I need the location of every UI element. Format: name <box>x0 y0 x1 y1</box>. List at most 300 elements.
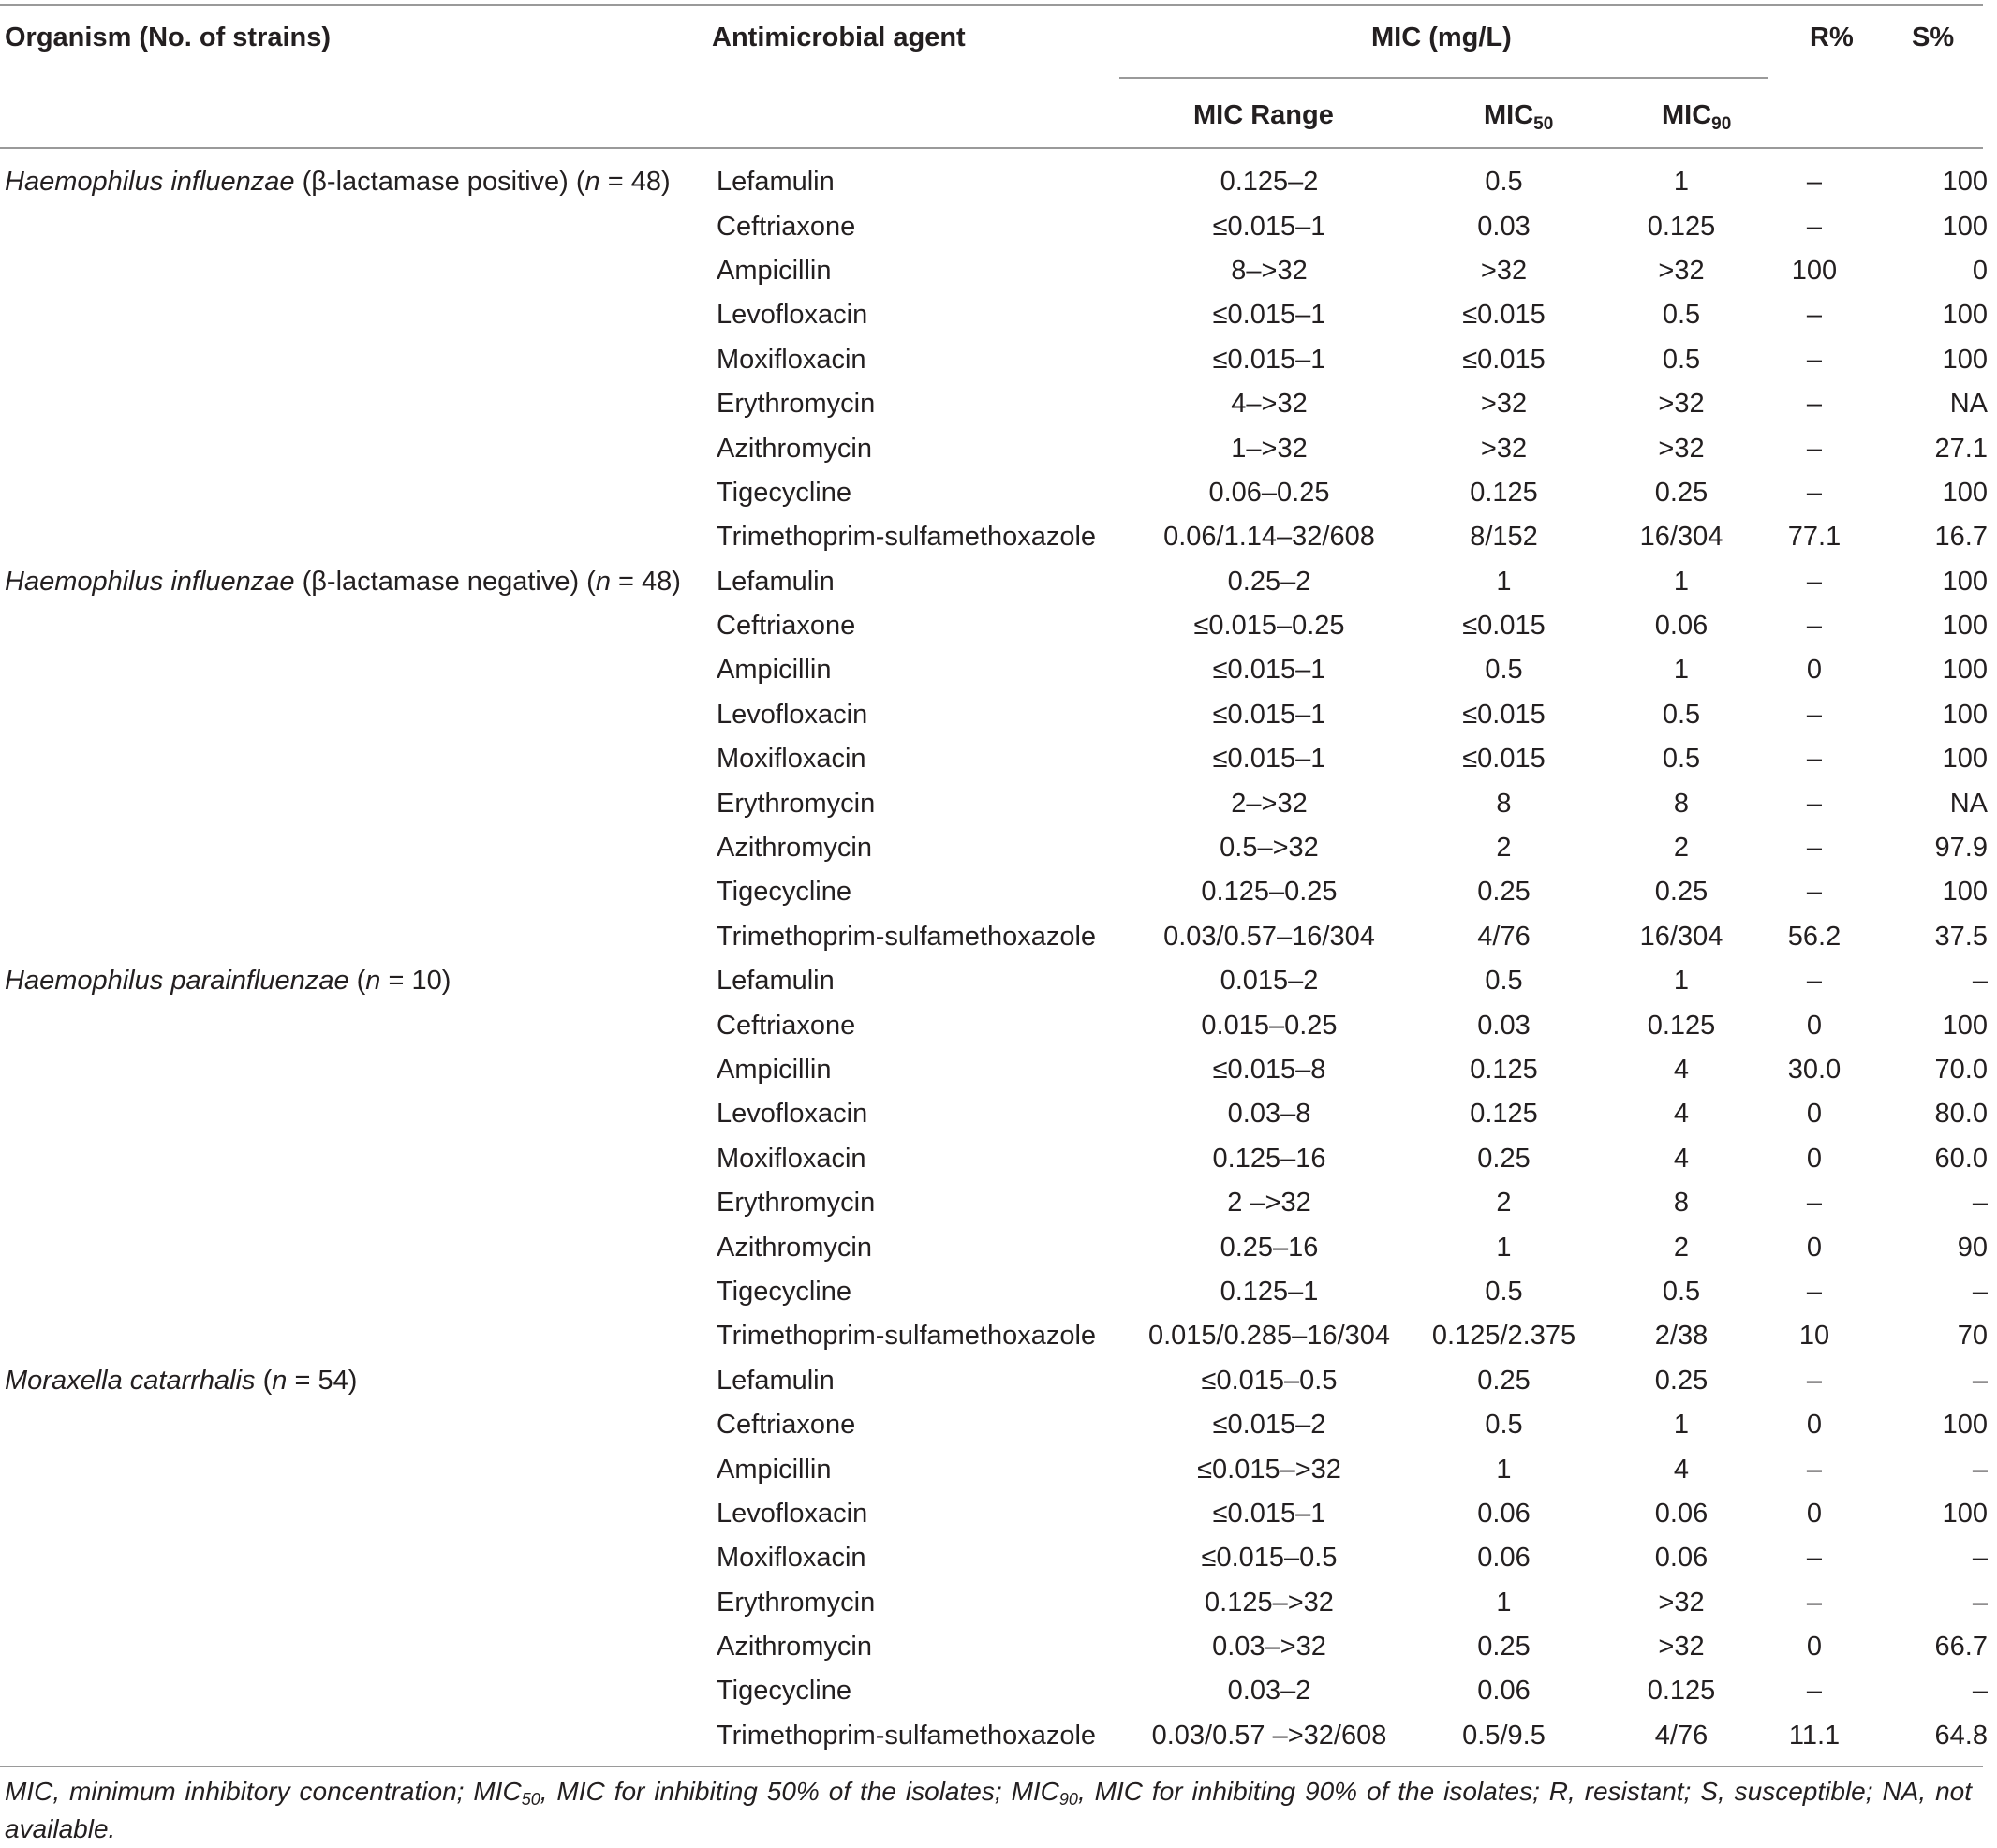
r-pct-cell: – <box>1806 389 1823 420</box>
r-pct-cell: – <box>1806 1587 1823 1618</box>
r-pct-cell: 30.0 <box>1787 1055 1842 1085</box>
bottom-rule <box>0 1766 1983 1767</box>
table-row <box>0 1581 1997 1625</box>
r-pct-cell: – <box>1806 877 1823 908</box>
mic90-cell: 8 <box>1673 1188 1690 1219</box>
organism-n-count: = 10) <box>380 966 451 997</box>
mic90-cell: >32 <box>1658 389 1705 420</box>
header-mic50-base: MIC <box>1484 100 1534 130</box>
mic90-cell: 0.5 <box>1662 344 1701 375</box>
organism-name: Haemophilus parainfluenzae <box>5 966 349 997</box>
mic90-cell: 16/304 <box>1639 522 1723 553</box>
table-row <box>0 1669 1997 1713</box>
mic-range-cell: ≤0.015–1 <box>1212 744 1326 775</box>
header-mic-range: MIC Range <box>1193 100 1334 130</box>
agent-cell: Lefamulin <box>717 1365 835 1396</box>
table-row <box>0 204 1997 248</box>
footnote-part1: MIC, minimum inhibitory concentration; MIC <box>5 1777 522 1806</box>
organism-cell <box>0 1314 717 1358</box>
mic90-cell: 16/304 <box>1639 921 1723 952</box>
mic50-cell: 0.25 <box>1477 1365 1531 1396</box>
r-pct-cell: – <box>1806 833 1823 864</box>
mic90-cell: 1 <box>1673 167 1690 198</box>
table-row <box>0 1137 1997 1181</box>
agent-cell: Moxifloxacin <box>717 744 866 775</box>
mic-range-cell: 0.03–>32 <box>1212 1632 1326 1663</box>
top-rule <box>0 4 1983 6</box>
table-row <box>0 1492 1997 1536</box>
r-pct-cell: – <box>1806 966 1823 997</box>
table-row <box>0 471 1997 515</box>
mic90-cell: 4 <box>1673 1055 1690 1085</box>
r-pct-cell: 0 <box>1806 1498 1823 1529</box>
mic90-cell: 0.25 <box>1654 877 1709 908</box>
agent-cell: Tigecycline <box>717 1676 851 1707</box>
table-row <box>0 1536 1997 1580</box>
table-row <box>0 1270 1997 1314</box>
mic50-cell: 0.03 <box>1477 211 1531 242</box>
agent-cell: Levofloxacin <box>717 300 868 331</box>
mic-range-cell: 0.015–0.25 <box>1201 1010 1338 1041</box>
agent-cell: Azithromycin <box>717 1232 872 1263</box>
s-pct-cell: – <box>1972 966 1988 997</box>
organism-cell <box>0 1137 717 1181</box>
mic-range-cell: ≤0.015–1 <box>1212 699 1326 730</box>
mic-range-cell: 2–>32 <box>1231 788 1308 819</box>
organism-n-count: = 54) <box>287 1365 358 1396</box>
organism-name: Haemophilus influenzae <box>5 167 295 198</box>
table-row <box>0 648 1997 692</box>
r-pct-cell: – <box>1806 1365 1823 1396</box>
mic90-cell: 0.125 <box>1647 211 1716 242</box>
s-pct-cell: – <box>1972 1676 1988 1707</box>
mic-range-cell: 0.015/0.285–16/304 <box>1147 1321 1391 1352</box>
agent-cell: Ceftriaxone <box>717 1410 856 1441</box>
mic90-cell: >32 <box>1658 255 1705 286</box>
mic-range-cell: 0.25–16 <box>1220 1232 1319 1263</box>
mic90-cell: 1 <box>1673 1410 1690 1441</box>
table-row <box>0 1181 1997 1225</box>
s-pct-cell: 100 <box>1942 211 1988 242</box>
s-pct-cell: – <box>1972 1543 1988 1574</box>
agent-cell: Moxifloxacin <box>717 1143 866 1174</box>
mic50-cell: ≤0.015 <box>1462 611 1546 642</box>
mic-range-cell: 0.06/1.14–32/608 <box>1163 522 1375 553</box>
r-pct-cell: – <box>1806 1276 1823 1307</box>
mic50-cell: 0.5 <box>1485 167 1523 198</box>
mic90-cell: 2 <box>1673 833 1690 864</box>
organism-cell <box>0 781 717 825</box>
organism-cell <box>0 870 717 914</box>
organism-n-count: = 48) <box>599 167 671 198</box>
mic90-cell: 0.06 <box>1654 1543 1709 1574</box>
agent-cell: Azithromycin <box>717 1632 872 1663</box>
organism-qualifier: ( <box>255 1365 273 1396</box>
mic-range-cell: ≤0.015–>32 <box>1197 1454 1341 1485</box>
s-pct-cell: 0 <box>1972 255 1988 286</box>
mic-range-cell: ≤0.015–0.25 <box>1193 611 1345 642</box>
organism-n-symbol: n <box>584 167 600 198</box>
organism-cell <box>0 471 717 515</box>
s-pct-cell: 100 <box>1942 477 1988 508</box>
mic90-cell: 0.5 <box>1662 744 1701 775</box>
mic50-cell: 0.06 <box>1477 1676 1531 1707</box>
mic-range-cell: 2 –>32 <box>1227 1188 1311 1219</box>
s-pct-cell: 100 <box>1942 300 1988 331</box>
mic50-cell: 1 <box>1496 1454 1512 1485</box>
s-pct-cell: 70.0 <box>1934 1055 1988 1085</box>
footnote-sub1: 50 <box>521 1790 540 1809</box>
s-pct-cell: NA <box>1949 788 1988 819</box>
organism-qualifier: (β-lactamase positive) ( <box>294 167 585 198</box>
mic90-cell: 1 <box>1673 966 1690 997</box>
organism-cell <box>0 160 717 204</box>
mic-range-cell: 0.015–2 <box>1220 966 1319 997</box>
organism-n-symbol: n <box>272 1365 288 1396</box>
mic-range-cell: 0.125–>32 <box>1205 1587 1334 1618</box>
table-row <box>0 915 1997 959</box>
r-pct-cell: – <box>1806 477 1823 508</box>
organism-cell <box>0 693 717 737</box>
agent-cell: Lefamulin <box>717 167 835 198</box>
mic50-cell: 1 <box>1496 566 1512 597</box>
agent-cell: Trimethoprim-sulfamethoxazole <box>717 522 1097 553</box>
table-row <box>0 959 1997 1003</box>
table-row <box>0 1625 1997 1669</box>
s-pct-cell: NA <box>1949 389 1988 420</box>
s-pct-cell: 64.8 <box>1934 1720 1988 1751</box>
r-pct-cell: – <box>1806 300 1823 331</box>
mic-range-cell: 0.125–0.25 <box>1201 877 1338 908</box>
organism-cell <box>0 1669 717 1713</box>
mic50-cell: 0.125/2.375 <box>1431 1321 1576 1352</box>
header-agent: Antimicrobial agent <box>712 22 966 52</box>
mic-range-cell: 1–>32 <box>1231 433 1308 464</box>
organism-cell <box>0 1492 717 1536</box>
s-pct-cell: 66.7 <box>1934 1632 1988 1663</box>
mic-range-cell: ≤0.015–1 <box>1212 344 1326 375</box>
mic-range-cell: 0.06–0.25 <box>1208 477 1330 508</box>
r-pct-cell: 11.1 <box>1788 1720 1841 1751</box>
agent-cell: Ampicillin <box>717 1055 832 1085</box>
data-table <box>0 160 1997 1758</box>
organism-cell <box>0 959 717 1003</box>
mic-range-cell: 0.5–>32 <box>1220 833 1319 864</box>
agent-cell: Tigecycline <box>717 477 851 508</box>
mic-range-cell: 0.03/0.57 –>32/608 <box>1151 1720 1387 1751</box>
organism-cell <box>0 293 717 337</box>
agent-cell: Tigecycline <box>717 877 851 908</box>
mic-group-rule <box>1119 77 1768 79</box>
mic90-cell: 4/76 <box>1654 1720 1709 1751</box>
mic50-cell: 0.03 <box>1477 1010 1531 1041</box>
organism-cell <box>0 1403 717 1447</box>
s-pct-cell: 100 <box>1942 655 1988 686</box>
mic50-cell: 1 <box>1496 1232 1512 1263</box>
table-row <box>0 426 1997 470</box>
table-row <box>0 293 1997 337</box>
mic50-cell: 0.125 <box>1470 1055 1538 1085</box>
table-row <box>0 1359 1997 1403</box>
mic50-cell: 0.5 <box>1485 1276 1523 1307</box>
organism-cell <box>0 426 717 470</box>
agent-cell: Ceftriaxone <box>717 211 856 242</box>
s-pct-cell: 90 <box>1957 1232 1988 1263</box>
s-pct-cell: 100 <box>1942 1010 1988 1041</box>
organism-cell <box>0 648 717 692</box>
organism-n-symbol: n <box>365 966 381 997</box>
mic90-cell: >32 <box>1658 433 1705 464</box>
mic50-cell: ≤0.015 <box>1462 699 1546 730</box>
r-pct-cell: 0 <box>1806 1232 1823 1263</box>
organism-cell <box>0 1581 717 1625</box>
header-organism: Organism (No. of strains) <box>5 22 332 52</box>
mic90-cell: 0.125 <box>1647 1676 1716 1707</box>
table-row <box>0 870 1997 914</box>
table-footnote <box>5 1773 1972 1848</box>
r-pct-cell: – <box>1806 788 1823 819</box>
table-row <box>0 515 1997 559</box>
organism-cell <box>0 1359 717 1403</box>
header-rule <box>0 147 1983 149</box>
organism-n-count: = 48) <box>610 566 681 597</box>
mic90-cell: 1 <box>1673 566 1690 597</box>
organism-cell <box>0 1003 717 1047</box>
mic-range-cell: ≤0.015–1 <box>1212 1498 1326 1529</box>
s-pct-cell: 60.0 <box>1934 1143 1988 1174</box>
agent-cell: Trimethoprim-sulfamethoxazole <box>717 1720 1097 1751</box>
mic90-cell: 2/38 <box>1654 1321 1709 1352</box>
r-pct-cell: 0 <box>1806 1143 1823 1174</box>
organism-cell <box>0 737 717 781</box>
mic50-cell: >32 <box>1480 255 1528 286</box>
mic-range-cell: 0.25–2 <box>1227 566 1311 597</box>
agent-cell: Levofloxacin <box>717 699 868 730</box>
agent-cell: Ampicillin <box>717 255 832 286</box>
r-pct-cell: – <box>1806 1188 1823 1219</box>
mic-range-cell: 0.03–2 <box>1227 1676 1311 1707</box>
agent-cell: Moxifloxacin <box>717 1543 866 1574</box>
r-pct-cell: 10 <box>1798 1321 1830 1352</box>
mic90-cell: 0.5 <box>1662 300 1701 331</box>
r-pct-cell: – <box>1806 566 1823 597</box>
r-pct-cell: 0 <box>1806 1010 1823 1041</box>
r-pct-cell: – <box>1806 699 1823 730</box>
footnote-sub2: 90 <box>1058 1790 1078 1809</box>
r-pct-cell: – <box>1806 611 1823 642</box>
agent-cell: Trimethoprim-sulfamethoxazole <box>717 1321 1097 1352</box>
header-mic-group: MIC (mg/L) <box>1371 22 1512 52</box>
r-pct-cell: – <box>1806 211 1823 242</box>
s-pct-cell: 100 <box>1942 1410 1988 1441</box>
organism-cell <box>0 1225 717 1269</box>
organism-cell <box>0 915 717 959</box>
mic-range-cell: ≤0.015–1 <box>1212 300 1326 331</box>
mic50-cell: 0.25 <box>1477 1632 1531 1663</box>
s-pct-cell: 97.9 <box>1934 833 1988 864</box>
header-mic50 <box>1484 96 1553 134</box>
r-pct-cell: 100 <box>1791 255 1838 286</box>
table-row <box>0 160 1997 204</box>
header-mic90-base: MIC <box>1662 100 1712 130</box>
organism-cell <box>0 382 717 426</box>
header-s-pct: S% <box>1912 22 1955 52</box>
organism-cell <box>0 826 717 870</box>
table-row <box>0 1403 1997 1447</box>
table-row <box>0 1048 1997 1092</box>
organism-cell <box>0 1536 717 1580</box>
agent-cell: Ceftriaxone <box>717 611 856 642</box>
mic50-cell: 0.25 <box>1477 877 1531 908</box>
table-row <box>0 1092 1997 1136</box>
table-row <box>0 1225 1997 1269</box>
organism-qualifier: (β-lactamase negative) ( <box>294 566 596 597</box>
table-row <box>0 1714 1997 1758</box>
mic50-cell: 0.06 <box>1477 1543 1531 1574</box>
mic90-cell: 2 <box>1673 1232 1690 1263</box>
r-pct-cell: 0 <box>1806 1410 1823 1441</box>
mic50-cell: ≤0.015 <box>1462 300 1546 331</box>
mic90-cell: 4 <box>1673 1143 1690 1174</box>
agent-cell: Ampicillin <box>717 1454 832 1485</box>
mic50-cell: 1 <box>1496 1587 1512 1618</box>
mic50-cell: 0.5 <box>1485 966 1523 997</box>
s-pct-cell: 100 <box>1942 744 1988 775</box>
mic90-cell: 0.5 <box>1662 1276 1701 1307</box>
agent-cell: Lefamulin <box>717 566 835 597</box>
mic50-cell: ≤0.015 <box>1462 344 1546 375</box>
s-pct-cell: – <box>1972 1587 1988 1618</box>
s-pct-cell: – <box>1972 1365 1988 1396</box>
mic50-cell: 0.125 <box>1470 477 1538 508</box>
s-pct-cell: 100 <box>1942 344 1988 375</box>
organism-cell <box>0 1625 717 1669</box>
organism-cell <box>0 604 717 648</box>
organism-name: Haemophilus influenzae <box>5 566 295 597</box>
mic90-cell: 4 <box>1673 1099 1690 1130</box>
mic50-cell: ≤0.015 <box>1462 744 1546 775</box>
r-pct-cell: – <box>1806 167 1823 198</box>
agent-cell: Erythromycin <box>717 788 876 819</box>
agent-cell: Azithromycin <box>717 833 872 864</box>
mic50-cell: 0.125 <box>1470 1099 1538 1130</box>
organism-n-symbol: n <box>595 566 611 597</box>
r-pct-cell: 0 <box>1806 1099 1823 1130</box>
organism-cell <box>0 1270 717 1314</box>
mic-range-cell: 0.125–1 <box>1220 1276 1319 1307</box>
footnote-part3: , MIC for inhibiting 90% of the isolates; R, resistant; S, susceptible; NA, not available. <box>5 1777 1973 1843</box>
table-row <box>0 693 1997 737</box>
mic-range-cell: ≤0.015–0.5 <box>1201 1365 1338 1396</box>
mic90-cell: 4 <box>1673 1454 1690 1485</box>
organism-cell <box>0 338 717 382</box>
mic-range-cell: ≤0.015–0.5 <box>1201 1543 1338 1574</box>
mic90-cell: >32 <box>1658 1632 1705 1663</box>
s-pct-cell: 100 <box>1942 699 1988 730</box>
organism-cell <box>0 1714 717 1758</box>
agent-cell: Ampicillin <box>717 655 832 686</box>
r-pct-cell: 0 <box>1806 1632 1823 1663</box>
mic-range-cell: 0.125–2 <box>1220 167 1319 198</box>
mic50-cell: 0.25 <box>1477 1143 1531 1174</box>
table-row <box>0 382 1997 426</box>
mic-range-cell: ≤0.015–1 <box>1212 655 1326 686</box>
mic50-cell: 0.5 <box>1485 1410 1523 1441</box>
mic-range-cell: 0.03/0.57–16/304 <box>1163 921 1375 952</box>
mic-range-cell: ≤0.015–8 <box>1212 1055 1326 1085</box>
r-pct-cell: – <box>1806 1454 1823 1485</box>
s-pct-cell: – <box>1972 1454 1988 1485</box>
mic90-cell: 0.06 <box>1654 611 1709 642</box>
s-pct-cell: 37.5 <box>1934 921 1988 952</box>
agent-cell: Levofloxacin <box>717 1099 868 1130</box>
s-pct-cell: 70 <box>1957 1321 1988 1352</box>
agent-cell: Trimethoprim-sulfamethoxazole <box>717 921 1097 952</box>
organism-cell <box>0 249 717 293</box>
table-row <box>0 1003 1997 1047</box>
agent-cell: Erythromycin <box>717 1188 876 1219</box>
mic-range-cell: ≤0.015–1 <box>1212 211 1326 242</box>
organism-cell <box>0 560 717 604</box>
mic50-cell: 2 <box>1496 833 1512 864</box>
mic90-cell: >32 <box>1658 1587 1705 1618</box>
mic90-cell: 0.25 <box>1654 1365 1709 1396</box>
r-pct-cell: – <box>1806 1676 1823 1707</box>
organism-qualifier: ( <box>348 966 366 997</box>
mic90-cell: 1 <box>1673 655 1690 686</box>
organism-cell <box>0 1048 717 1092</box>
header-mic90 <box>1662 96 1731 134</box>
r-pct-cell: – <box>1806 744 1823 775</box>
table-row <box>0 826 1997 870</box>
s-pct-cell: 100 <box>1942 167 1988 198</box>
organism-cell <box>0 1181 717 1225</box>
table-row <box>0 338 1997 382</box>
mic90-cell: 8 <box>1673 788 1690 819</box>
footnote-part2: , MIC for inhibiting 50% of the isolates; MIC <box>540 1777 1059 1806</box>
r-pct-cell: – <box>1806 433 1823 464</box>
r-pct-cell: 77.1 <box>1787 522 1842 553</box>
mic50-cell: 2 <box>1496 1188 1512 1219</box>
s-pct-cell: 100 <box>1942 566 1988 597</box>
mic90-cell: 0.5 <box>1662 699 1701 730</box>
agent-cell: Erythromycin <box>717 1587 876 1618</box>
table-row <box>0 737 1997 781</box>
table-row <box>0 560 1997 604</box>
s-pct-cell: 100 <box>1942 1498 1988 1529</box>
data-table-body <box>0 160 1997 1758</box>
mic-range-cell: 0.03–8 <box>1227 1099 1311 1130</box>
r-pct-cell: 0 <box>1806 655 1823 686</box>
r-pct-cell: 56.2 <box>1787 921 1842 952</box>
mic-range-cell: ≤0.015–2 <box>1212 1410 1326 1441</box>
table-row <box>0 604 1997 648</box>
agent-cell: Ceftriaxone <box>717 1010 856 1041</box>
mic50-cell: 4/76 <box>1477 921 1531 952</box>
s-pct-cell: 27.1 <box>1934 433 1988 464</box>
r-pct-cell: – <box>1806 344 1823 375</box>
table-row <box>0 1447 1997 1491</box>
s-pct-cell: – <box>1972 1276 1988 1307</box>
organism-name: Moraxella catarrhalis <box>5 1365 256 1396</box>
agent-cell: Levofloxacin <box>717 1498 868 1529</box>
mic50-cell: 0.5/9.5 <box>1462 1720 1546 1751</box>
organism-cell <box>0 204 717 248</box>
mic90-cell: 0.125 <box>1647 1010 1716 1041</box>
header-mic50-sub: 50 <box>1533 114 1554 134</box>
header-mic90-sub: 90 <box>1711 114 1732 134</box>
mic50-cell: >32 <box>1480 433 1528 464</box>
